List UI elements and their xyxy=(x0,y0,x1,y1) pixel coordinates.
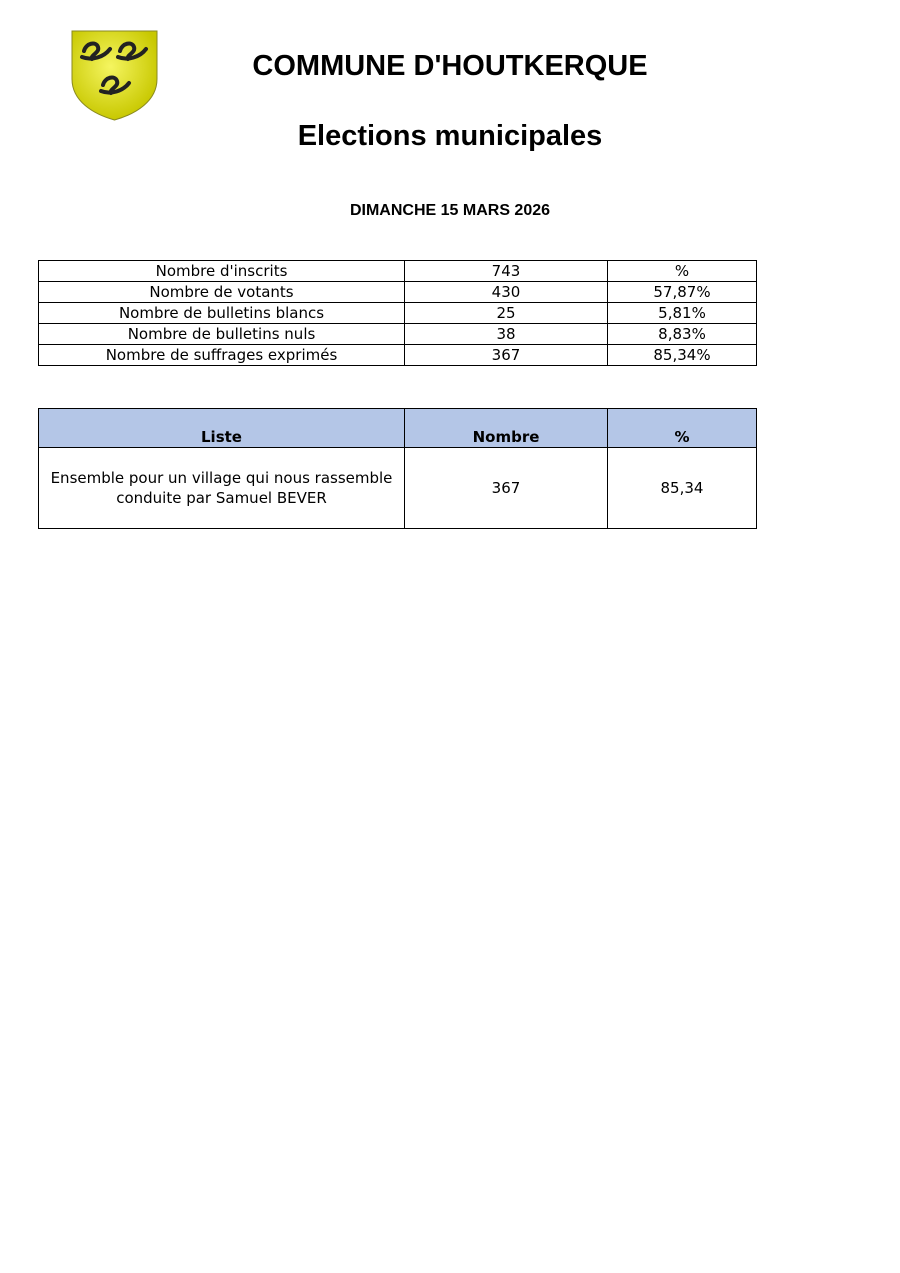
header-pct: % xyxy=(608,409,757,448)
list-name-line2: conduite par Samuel BEVER xyxy=(116,489,327,507)
row-value: 743 xyxy=(405,261,608,282)
election-date: DIMANCHE 15 MARS 2026 xyxy=(349,202,551,219)
row-pct: 85,34% xyxy=(608,345,757,366)
table-row xyxy=(39,261,757,282)
row-pct: 8,83% xyxy=(608,324,757,345)
row-value: 367 xyxy=(405,345,608,366)
row-pct: 57,87% xyxy=(608,282,757,303)
list-pct: 85,34 xyxy=(608,448,757,529)
table-row xyxy=(39,345,757,366)
row-label: Nombre de bulletins blancs xyxy=(39,303,405,324)
table-row xyxy=(39,303,757,324)
list-name xyxy=(39,448,405,529)
list-count: 367 xyxy=(405,448,608,529)
row-value: 25 xyxy=(405,303,608,324)
table-row xyxy=(39,448,757,529)
turnout-table xyxy=(38,260,757,366)
row-label: Nombre de bulletins nuls xyxy=(39,324,405,345)
header-count: Nombre xyxy=(405,409,608,448)
row-value: 430 xyxy=(405,282,608,303)
header-list: Liste xyxy=(39,409,405,448)
results-header-row xyxy=(39,409,757,448)
page-title: Elections municipales xyxy=(297,120,603,152)
results-table xyxy=(38,408,757,529)
table-row xyxy=(39,282,757,303)
commune-title: COMMUNE D'HOUTKERQUE xyxy=(252,50,648,82)
row-pct: % xyxy=(608,261,757,282)
list-name-line1: Ensemble pour un village qui nous rassemble xyxy=(50,469,393,487)
row-pct: 5,81% xyxy=(608,303,757,324)
row-value: 38 xyxy=(405,324,608,345)
row-label: Nombre de suffrages exprimés xyxy=(39,345,405,366)
row-label: Nombre de votants xyxy=(39,282,405,303)
row-label: Nombre d'inscrits xyxy=(39,261,405,282)
table-row xyxy=(39,324,757,345)
